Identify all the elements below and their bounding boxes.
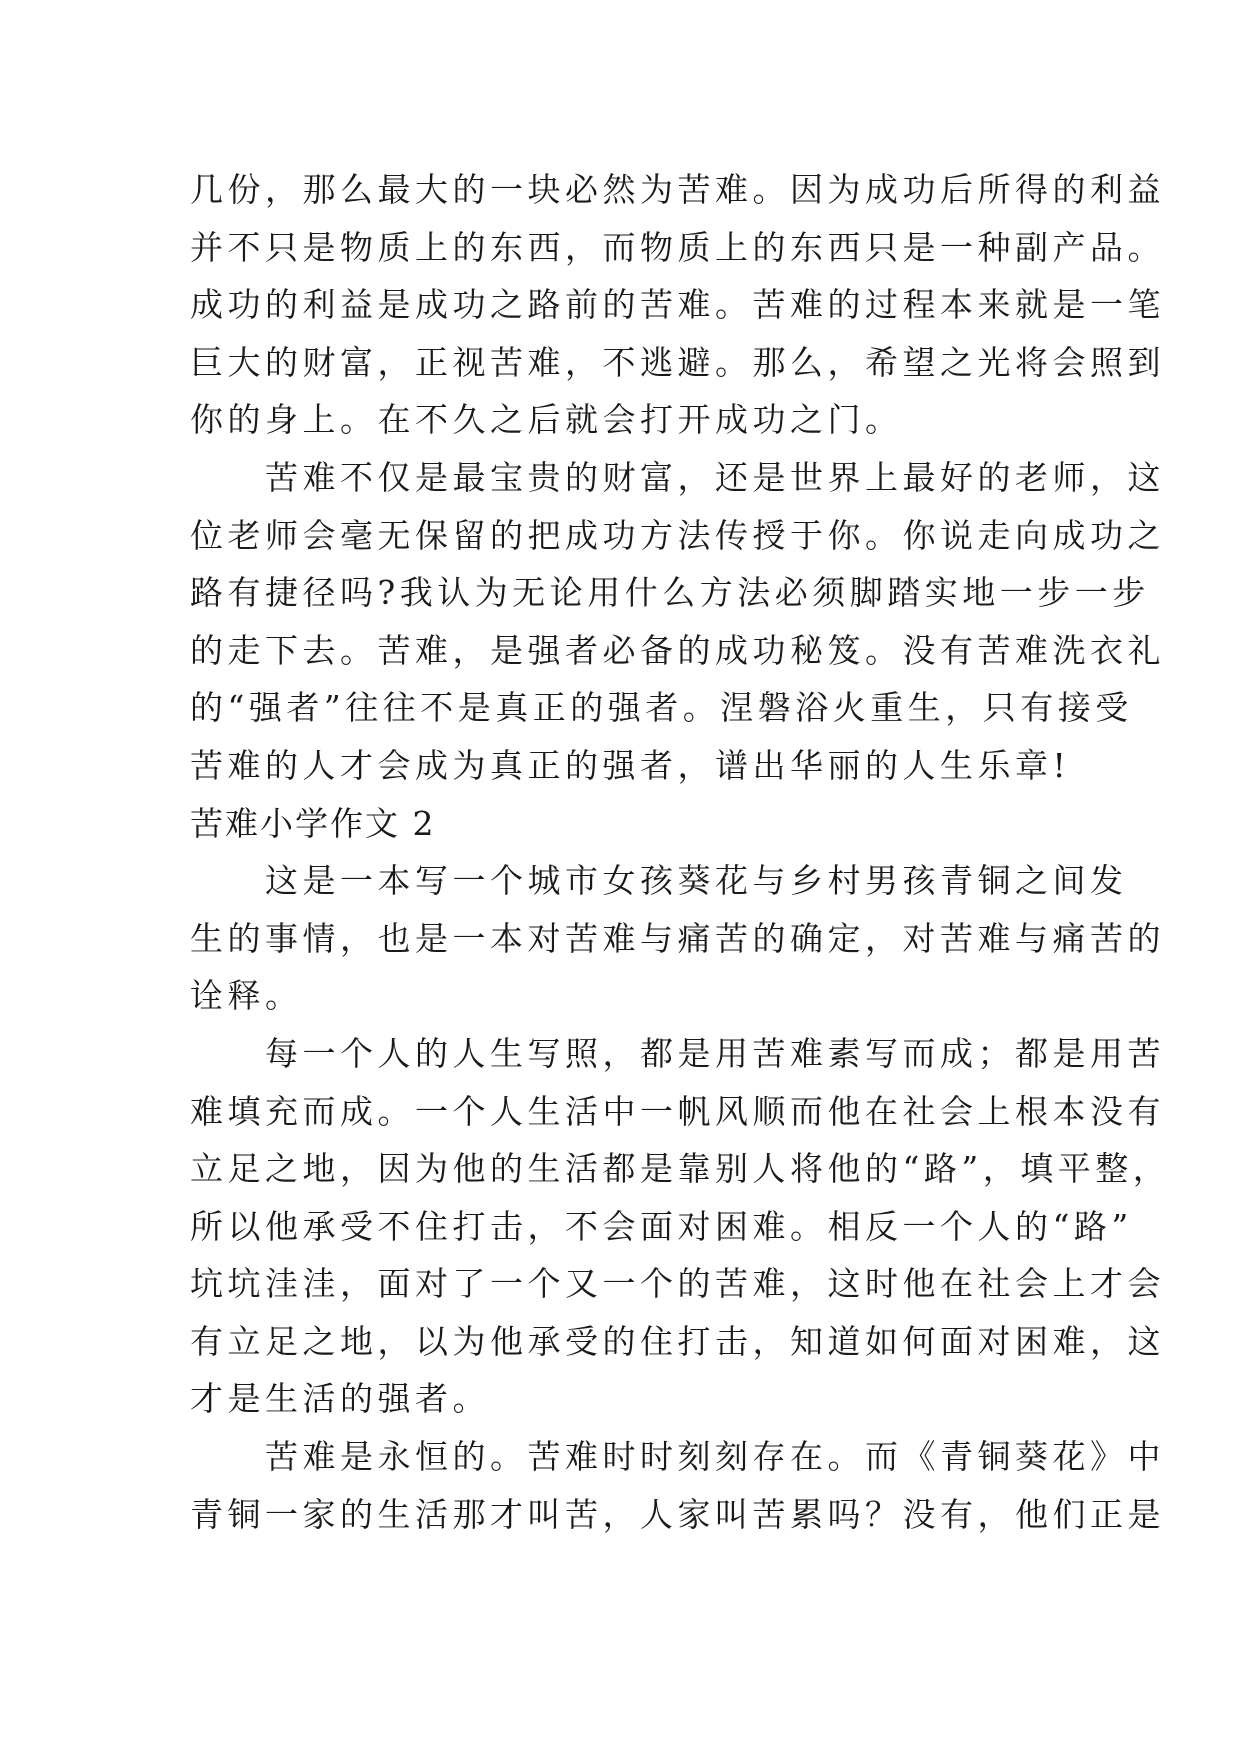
- text-line: 的走下去。苦难，是强者必备的成功秘笈。没有苦难洗衣礼: [190, 630, 1165, 670]
- text-line: 的“强者”往往不是真正的强者。涅磐浴火重生，只有接受: [190, 688, 1133, 728]
- text-line: 坑坑洼洼，面对了一个又一个的苦难，这时他在社会上才会: [190, 1264, 1165, 1304]
- text-line: 立足之地，因为他的生活都是靠别人将他的“路”，填平整，: [190, 1149, 1171, 1189]
- text-line: 苦难的人才会成为真正的强者，谱出华丽的人生乐章!: [190, 745, 1071, 785]
- text-line: 位老师会毫无保留的把成功方法传授于你。你说走向成功之: [190, 515, 1165, 555]
- text-line: 巨大的财富，正视苦难，不逃避。那么，希望之光将会照到: [190, 342, 1165, 382]
- text-line: 诠释。: [190, 976, 303, 1016]
- text-line: 苦难不仅是最宝贵的财富，还是世界上最好的老师，这: [190, 457, 1165, 497]
- text-line: 这是一本写一个城市女孩葵花与乡村男孩青铜之间发: [190, 861, 1128, 901]
- text-line: 生的事情，也是一本对苦难与痛苦的确定，对苦难与痛苦的: [190, 918, 1165, 958]
- text-line: 路有捷径吗?我认为无论用什么方法必须脚踏实地一步一步: [190, 573, 1150, 613]
- essay-body: [190, 161, 1171, 1543]
- text-line: 青铜一家的生活那才叫苦，人家叫苦累吗？没有，他们正是: [190, 1494, 1165, 1534]
- section-heading: 苦难小学作文 2: [190, 803, 436, 843]
- text-line: 有立足之地，以为他承受的住打击，知道如何面对困难，这: [190, 1321, 1165, 1361]
- text-line: 你的身上。在不久之后就会打开成功之门。: [190, 400, 903, 440]
- text-line: 苦难是永恒的。苦难时时刻刻存在。而《青铜葵花》中: [190, 1437, 1165, 1477]
- text-line: 每一个人的人生写照，都是用苦难素写而成；都是用苦: [190, 1033, 1165, 1073]
- text-line: 成功的利益是成功之路前的苦难。苦难的过程本来就是一笔: [190, 285, 1165, 325]
- text-line: 难填充而成。一个人生活中一帆风顺而他在社会上根本没有: [190, 1091, 1165, 1131]
- text-line: 所以他承受不住打击，不会面对困难。相反一个人的“路”: [190, 1206, 1133, 1246]
- text-line: 才是生活的强者。: [190, 1379, 490, 1419]
- text-line: 并不只是物质上的东西，而物质上的东西只是一种副产品。: [190, 227, 1165, 267]
- text-line: 几份，那么最大的一块必然为苦难。因为成功后所得的利益: [190, 170, 1165, 209]
